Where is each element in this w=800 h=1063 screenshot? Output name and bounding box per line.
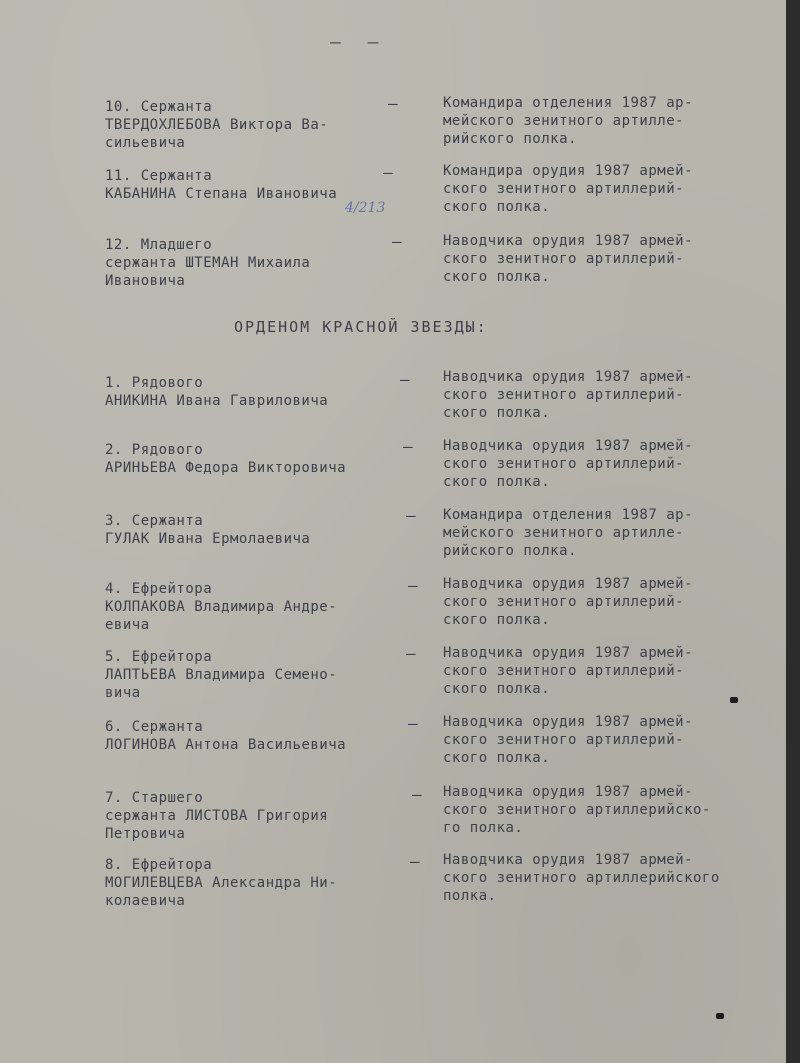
dash-separator: – — [388, 94, 398, 113]
award-entry-position-8: Наводчика орудия 1987 армей- ского зенитного артиллерийского полка. — [443, 852, 720, 904]
dash-separator: – — [406, 644, 416, 663]
dash-separator: – — [392, 232, 402, 251]
award-entry-name-4: 4. Ефрейтора КОЛПАКОВА Владимира Андре- евича — [105, 581, 338, 633]
award-entry-name-7: 7. Старшего сержанта ЛИСТОВА Григория Петровича — [105, 790, 329, 842]
dash-separator: – — [408, 714, 418, 733]
scan-edge — [786, 0, 800, 1063]
award-entry-name-2: 2. Рядового АРИНЬЕВА Федора Викторовича — [105, 442, 347, 476]
dash-separator: – — [400, 370, 410, 389]
award-entry-name-10: 10. Сержанта ТВЕРДОХЛЕБОВА Виктора Ва- сильевича — [105, 99, 329, 151]
award-entry-position-5: Наводчика орудия 1987 армей- ского зенитного артиллерий- ского полка. — [443, 645, 694, 697]
dash-separator: – — [383, 163, 393, 182]
dash-separator: – — [410, 852, 420, 871]
ink-speck — [730, 697, 738, 703]
award-entry-name-5: 5. Ефрейтора ЛАПТЬЕВА Владимира Семено- вича — [105, 649, 338, 701]
award-entry-position-10: Командира отделения 1987 ар- мейского зенитного артилле- рийского полка. — [443, 95, 694, 147]
award-entry-position-12: Наводчика орудия 1987 армей- ского зенитного артиллерий- ского полка. — [443, 233, 694, 285]
award-entry-position-11: Командира орудия 1987 армей- ского зенитного артиллерий- ского полка. — [443, 163, 694, 215]
ink-speck — [716, 1013, 724, 1019]
award-entry-name-1: 1. Рядового АНИКИНА Ивана Гавриловича — [105, 375, 329, 409]
award-entry-name-11: 11. Сержанта КАБАНИНА Степана Ивановича — [105, 168, 338, 202]
award-entry-position-4: Наводчика орудия 1987 армей- ского зенитного артиллерий- ского полка. — [443, 576, 694, 628]
section-heading: ОРДЕНОМ КРАСНОЙ ЗВЕЗДЫ: — [234, 318, 488, 336]
dash-separator: – — [406, 506, 416, 525]
award-entry-position-3: Командира отделения 1987 ар- мейского зенитного артилле- рийского полка. — [443, 507, 694, 559]
dash-separator: – — [412, 785, 422, 804]
award-entry-position-1: Наводчика орудия 1987 армей- ского зенитного артиллерий- ского полка. — [443, 369, 694, 421]
dash-separator: – — [408, 576, 418, 595]
award-entry-name-8: 8. Ефрейтора МОГИЛЕВЦЕВА Александра Ни- колаевича — [105, 857, 338, 909]
award-entry-position-6: Наводчика орудия 1987 армей- ского зенитного артиллерий- ского полка. — [443, 714, 694, 766]
award-entry-position-2: Наводчика орудия 1987 армей- ского зенитного артиллерий- ского полка. — [443, 438, 694, 490]
dash-separator: – — [403, 437, 413, 456]
handwritten-note: 4/213 — [345, 200, 386, 216]
award-entry-name-12: 12. Младшего сержанта ШТЕМАН Михаила Ивановича — [105, 237, 311, 289]
award-entry-position-7: Наводчика орудия 1987 армей- ского зенитного артиллерийско- го полка. — [443, 784, 711, 836]
award-entry-name-3: 3. Сержанта ГУЛАК Ивана Ермолаевича — [105, 513, 311, 547]
page-marker: – – — [330, 32, 387, 53]
award-entry-name-6: 6. Сержанта ЛОГИНОВА Антона Васильевича — [105, 719, 347, 753]
